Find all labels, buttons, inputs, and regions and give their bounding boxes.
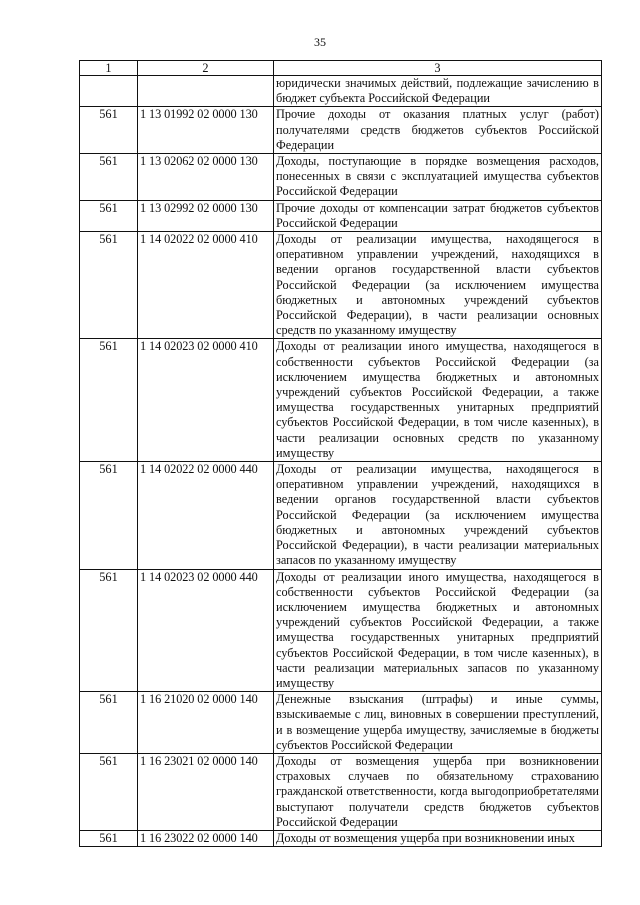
revenue-code-cell: 1 16 23022 02 0000 140 xyxy=(138,830,274,846)
revenue-code-cell: 1 13 02992 02 0000 130 xyxy=(138,200,274,231)
description-cell: Доходы от возмещения ущерба при возникновении страховых случаев по обязательному страхованию гражданской ответственности, когда выгодоприобретателями выступают получатели средств бюджетов субъектов Российской Федерации xyxy=(274,753,602,830)
revenue-code-cell: 1 16 23021 02 0000 140 xyxy=(138,753,274,830)
description-cell: Прочие доходы от компенсации затрат бюджетов субъектов Российской Федерации xyxy=(274,200,602,231)
table-row xyxy=(80,339,602,462)
revenue-code-cell: 1 14 02023 02 0000 410 xyxy=(138,339,274,462)
description-cell: Доходы от реализации иного имущества, находящегося в собственности субъектов Российской Федерации (за исключением имущества бюджетных и автономных учреждений субъектов Российской Федерации, а также имущества государственных унитарных предприятий субъектов Российской Федерации, в том числе казенных), в части реализации основных средств по указанному имуществу xyxy=(274,339,602,462)
table-row xyxy=(80,692,602,754)
revenue-code-cell: 1 14 02023 02 0000 440 xyxy=(138,569,274,692)
admin-code-cell: 561 xyxy=(80,830,138,846)
admin-code-cell: 561 xyxy=(80,339,138,462)
table-row xyxy=(80,200,602,231)
revenue-code-cell: 1 14 02022 02 0000 440 xyxy=(138,462,274,569)
table-row xyxy=(80,830,602,846)
revenue-code-cell: 1 14 02022 02 0000 410 xyxy=(138,232,274,339)
admin-code-cell: 561 xyxy=(80,692,138,754)
admin-code-cell: 561 xyxy=(80,569,138,692)
table-row xyxy=(80,753,602,830)
revenue-code-cell: 1 13 01992 02 0000 130 xyxy=(138,107,274,154)
admin-code-cell: 561 xyxy=(80,200,138,231)
description-cell: Доходы от реализации имущества, находящегося в оперативном управлении учреждений, находящихся в ведении органов государственной власти субъектов Российской Федерации (за исключением имущества бюджетных и автономных учреждений субъектов Российской Федерации), в части реализации материальных запасов по указанному имуществу xyxy=(274,462,602,569)
table-row xyxy=(80,154,602,201)
description-cell: Денежные взыскания (штрафы) и иные суммы, взыскиваемые с лиц, виновных в совершении преступлений, и в возмещение ущерба имуществу, зачисляемые в бюджеты субъектов Российской Федерации xyxy=(274,692,602,754)
description-cell: Доходы от возмещения ущерба при возникновении иных xyxy=(274,830,602,846)
table-row xyxy=(80,462,602,569)
admin-code-cell: 561 xyxy=(80,154,138,201)
admin-code-cell xyxy=(80,76,138,107)
column-header-3: 3 xyxy=(274,61,602,76)
admin-code-cell: 561 xyxy=(80,107,138,154)
admin-code-cell: 561 xyxy=(80,753,138,830)
revenue-code-cell: 1 16 21020 02 0000 140 xyxy=(138,692,274,754)
table-row xyxy=(80,569,602,692)
description-cell: Прочие доходы от оказания платных услуг (работ) получателями средств бюджетов субъектов Российской Федерации xyxy=(274,107,602,154)
admin-code-cell: 561 xyxy=(80,462,138,569)
table-row xyxy=(80,232,602,339)
description-cell: Доходы от реализации иного имущества, находящегося в собственности субъектов Российской Федерации (за исключением имущества бюджетных и автономных учреждений субъектов Российской Федерации, а также имущества государственных унитарных предприятий субъектов Российской Федерации, в том числе казенных), в части реализации материальных запасов по указанному имуществу xyxy=(274,569,602,692)
revenue-code-cell xyxy=(138,76,274,107)
column-header-2: 2 xyxy=(138,61,274,76)
table-row xyxy=(80,107,602,154)
admin-code-cell: 561 xyxy=(80,232,138,339)
revenue-code-cell: 1 13 02062 02 0000 130 xyxy=(138,154,274,201)
page-number: 35 xyxy=(314,35,326,49)
revenue-codes-table xyxy=(79,60,602,847)
table-header-row xyxy=(80,61,602,76)
description-cell: Доходы от реализации имущества, находящегося в оперативном управлении учреждений, находящихся в ведении органов государственной власти субъектов Российской Федерации (за исключением имущества бюджетных и автономных учреждений субъектов Российской Федерации), в части реализации основных средств по указанному имуществу xyxy=(274,232,602,339)
column-header-1: 1 xyxy=(80,61,138,76)
description-cell: юридически значимых действий, подлежащие зачислению в бюджет субъекта Российской Федерации xyxy=(274,76,602,107)
description-cell: Доходы, поступающие в порядке возмещения расходов, понесенных в связи с эксплуатацией имущества субъектов Российской Федерации xyxy=(274,154,602,201)
table-row xyxy=(80,76,602,107)
